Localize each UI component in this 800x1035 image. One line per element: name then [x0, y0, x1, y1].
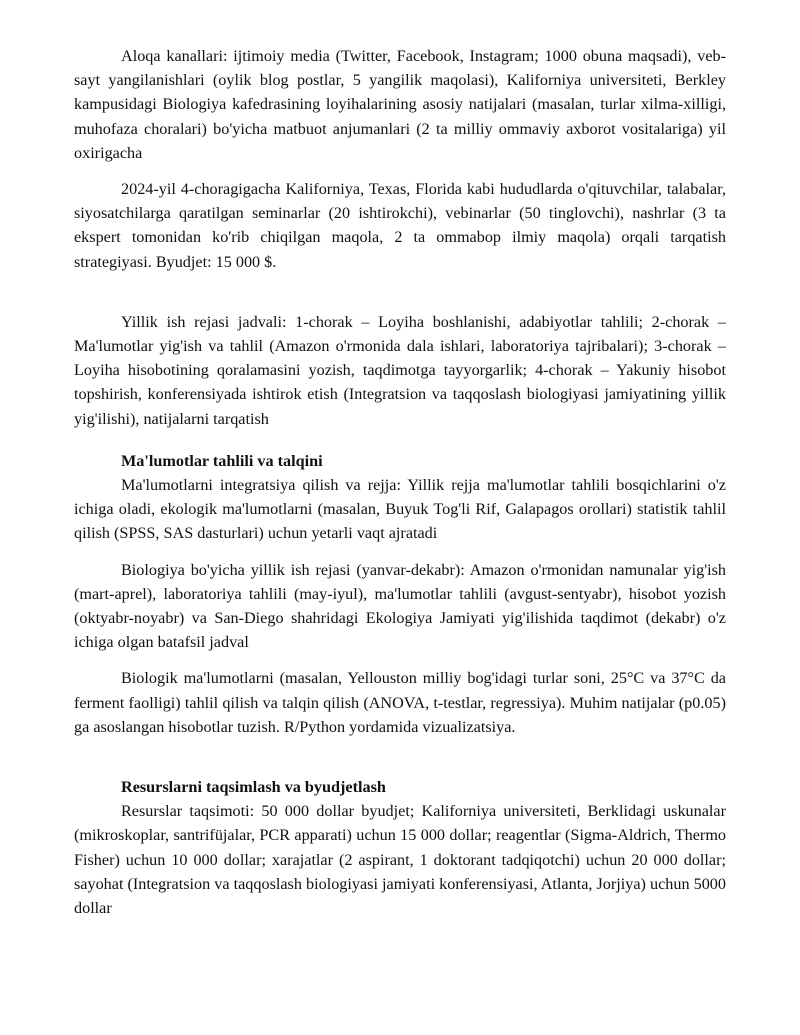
- paragraph-dissemination-strategy: 2024-yil 4-choragigacha Kaliforniya, Texas, Florida kabi hududlarda o'qituvchilar, talabalar, siyosatchilarga qaratilgan seminarlar (20 ishtirokchi), vebinarlar (50 tinglovchi), nashrlar (3 ta ekspert tomonidan ko'rib chiqilgan maqola, 2 ta ommabop ilmiy maqola) orqali tarqatish strategiyasi. Byudjet: 15 000 $.: [74, 180, 726, 271]
- paragraph-biology-work-plan: Biologiya bo'yicha yillik ish rejasi (yanvar-dekabr): Amazon o'rmonidan namunalar yig'ish (mart-aprel), laboratoriya tahlili (may-iyul), ma'lumotlar tahlili (avgust-sentyabr), hisobot yozish (oktyabr-noyabr) va San-Diego shahridagi Ekologiya Jamiyati yig'ilishida taqdimot (dekabr) o'z ichiga olgan batafsil jadval: [74, 560, 726, 652]
- heading-resource-allocation: Resurslarni taqsimlash va byudjetlash: [121, 778, 386, 797]
- document-page: [74, 44, 726, 920]
- heading-data-analysis: Ma'lumotlar tahlili va talqini: [121, 451, 323, 470]
- paragraph-annual-work-plan: Yillik ish rejasi jadvali: 1-chorak – Loyiha boshlanishi, adabiyotlar tahlili; 2-chorak – Ma'lumotlar yig'ish va tahlil (Amazon o'rmonida dala ishlari, laboratoriya tajribalari); 3-chorak – Loyiha hisobotining qoralamasini yozish, taqdimotga tayyorgarlik; 4-chorak – Yakuniy hisobot topshirish, konferensiyada ishtirok etish (Integratsion va taqqoslash biologiyasi jamiyatining yillik yig'ilishi), natijalarni tarqatish: [74, 312, 726, 428]
- paragraph-biological-data-analysis: Biologik ma'lumotlarni (masalan, Yellouston milliy bog'idagi turlar soni, 25°C va 37°C da ferment faolligi) tahlil qilish va talqin qilish (ANOVA, t-testlar, regressiya). Muhim natijalar (p0.05) ga asoslangan hisobotlar tuzish. R/Python yordamida vizualizatsiya.: [74, 669, 726, 736]
- paragraph-resource-distribution: Resurslar taqsimoti: 50 000 dollar byudjet; Kaliforniya universiteti, Berklidagi uskunalar (mikroskoplar, santrifüjalar, PCR apparati) uchun 15 000 dollar; reagentlar (Sigma-Aldrich, Thermo Fisher) uchun 10 000 dollar; xarajatlar (2 aspirant, 1 doktorant tadqiqotchi) uchun 20 000 dollar; sayohat (Integratsion va taqqoslash biologiyasi jamiyati konferensiyasi, Atlanta, Jorjiya) uchun 5000 dollar: [74, 802, 726, 918]
- paragraph-data-integration: Ma'lumotlarni integratsiya qilish va rejja: Yillik rejja ma'lumotlar tahlili bosqichlarini o'z ichiga oladi, ekologik ma'lumotlarni (masalan, Buyuk Tog'li Rif, Galapagos orollari) statistik tahlil qilish (SPSS, SAS dasturlari) uchun yetarli vaqt ajratadi: [74, 476, 726, 543]
- paragraph-communication-channels: Aloqa kanallari: ijtimoiy media (Twitter, Facebook, Instagram; 1000 obuna maqsadi), veb-sayt yangilanishlari (oylik blog postlar, 5 yangilik maqolasi), Kaliforniya universiteti, Berkley kampusidagi Biologiya kafedrasining loyihalarining asosiy natijalari (masalan, turlar xilma-xilligi, muhofaza choralari) bo'yicha matbuot anjumanlari (2 ta milliy ommaviy axborot vositalariga) yil oxirigacha: [74, 47, 726, 162]
